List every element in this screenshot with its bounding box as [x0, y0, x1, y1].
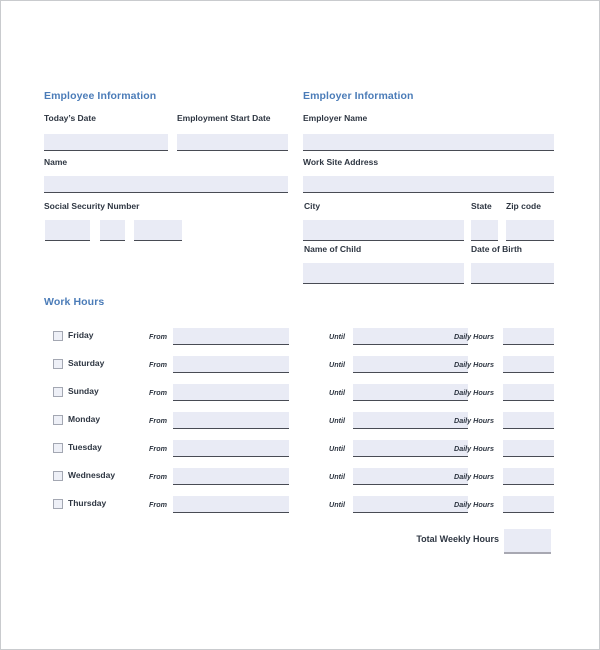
monday-checkbox[interactable]: [53, 415, 63, 425]
date-of-birth-input[interactable]: [471, 263, 554, 284]
wednesday-until-input[interactable]: [353, 468, 468, 485]
employment-start-date-label: Employment Start Date: [177, 113, 271, 123]
work-hours-heading: Work Hours: [44, 296, 105, 308]
work-hours-row-sunday: [1, 382, 600, 404]
employer-name-input[interactable]: [303, 134, 554, 151]
ssn-label: Social Security Number: [44, 201, 140, 211]
ssn-part1-input[interactable]: [45, 220, 90, 241]
tuesday-until-input[interactable]: [353, 440, 468, 457]
from-label: From: [149, 332, 167, 341]
tuesday-checkbox[interactable]: [53, 443, 63, 453]
daily-hours-label: Daily Hours: [454, 416, 494, 425]
name-of-child-input[interactable]: [303, 263, 464, 284]
work-hours-row-thursday: [1, 494, 600, 516]
daily-hours-label: Daily Hours: [454, 444, 494, 453]
daily-hours-label: Daily Hours: [454, 472, 494, 481]
until-label: Until: [329, 472, 345, 481]
sunday-checkbox[interactable]: [53, 387, 63, 397]
total-weekly-hours-input[interactable]: [504, 529, 551, 554]
from-label: From: [149, 472, 167, 481]
thursday-from-input[interactable]: [173, 496, 289, 513]
employer-name-label: Employer Name: [303, 113, 368, 123]
sunday-daily-hours-input[interactable]: [503, 384, 554, 401]
friday-checkbox[interactable]: [53, 331, 63, 341]
saturday-until-input[interactable]: [353, 356, 468, 373]
from-label: From: [149, 388, 167, 397]
day-label: Wednesday: [68, 470, 116, 480]
wednesday-checkbox[interactable]: [53, 471, 63, 481]
thursday-daily-hours-input[interactable]: [503, 496, 554, 513]
thursday-checkbox[interactable]: [53, 499, 63, 509]
employment-start-date-input[interactable]: [177, 134, 288, 151]
saturday-from-input[interactable]: [173, 356, 289, 373]
saturday-daily-hours-input[interactable]: [503, 356, 554, 373]
work-site-address-input[interactable]: [303, 176, 554, 193]
daily-hours-label: Daily Hours: [454, 332, 494, 341]
tuesday-daily-hours-input[interactable]: [503, 440, 554, 457]
day-label: Friday: [68, 330, 94, 340]
friday-from-input[interactable]: [173, 328, 289, 345]
friday-until-input[interactable]: [353, 328, 468, 345]
work-hours-row-friday: [1, 326, 600, 348]
from-label: From: [149, 500, 167, 509]
sunday-until-input[interactable]: [353, 384, 468, 401]
city-label: City: [304, 201, 321, 211]
zip-code-input[interactable]: [506, 220, 554, 241]
saturday-checkbox[interactable]: [53, 359, 63, 369]
monday-from-input[interactable]: [173, 412, 289, 429]
ssn-part2-input[interactable]: [100, 220, 125, 241]
work-hours-row-monday: [1, 410, 600, 432]
until-label: Until: [329, 360, 345, 369]
wednesday-from-input[interactable]: [173, 468, 289, 485]
until-label: Until: [329, 444, 345, 453]
work-hours-row-wednesday: [1, 466, 600, 488]
state-label: State: [471, 201, 492, 211]
from-label: From: [149, 360, 167, 369]
name-input[interactable]: [44, 176, 288, 193]
wednesday-daily-hours-input[interactable]: [503, 468, 554, 485]
day-label: Sunday: [68, 386, 99, 396]
work-site-address-label: Work Site Address: [303, 157, 379, 167]
state-input[interactable]: [471, 220, 498, 241]
until-label: Until: [329, 416, 345, 425]
name-label: Name: [44, 157, 68, 167]
zip-code-label: Zip code: [506, 201, 541, 211]
work-hours-row-tuesday: [1, 438, 600, 460]
sunday-from-input[interactable]: [173, 384, 289, 401]
monday-until-input[interactable]: [353, 412, 468, 429]
name-of-child-label: Name of Child: [304, 244, 362, 254]
daily-hours-label: Daily Hours: [454, 360, 494, 369]
until-label: Until: [329, 332, 345, 341]
day-label: Monday: [68, 414, 101, 424]
daily-hours-label: Daily Hours: [454, 500, 494, 509]
from-label: From: [149, 416, 167, 425]
day-label: Thursday: [68, 498, 107, 508]
employee-info-heading: Employee Information: [44, 90, 157, 102]
date-of-birth-label: Date of Birth: [471, 244, 522, 254]
tuesday-from-input[interactable]: [173, 440, 289, 457]
day-label: Tuesday: [68, 442, 102, 452]
work-hours-row-saturday: [1, 354, 600, 376]
city-input[interactable]: [303, 220, 464, 241]
total-weekly-hours-label: Total Weekly Hours: [416, 534, 499, 544]
daily-hours-label: Daily Hours: [454, 388, 494, 397]
todays-date-label: Today’s Date: [44, 113, 96, 123]
until-label: Until: [329, 388, 345, 397]
from-label: From: [149, 444, 167, 453]
monday-daily-hours-input[interactable]: [503, 412, 554, 429]
thursday-until-input[interactable]: [353, 496, 468, 513]
todays-date-input[interactable]: [44, 134, 168, 151]
until-label: Until: [329, 500, 345, 509]
ssn-part3-input[interactable]: [134, 220, 182, 241]
employer-info-heading: Employer Information: [303, 90, 414, 102]
friday-daily-hours-input[interactable]: [503, 328, 554, 345]
day-label: Saturday: [68, 358, 105, 368]
